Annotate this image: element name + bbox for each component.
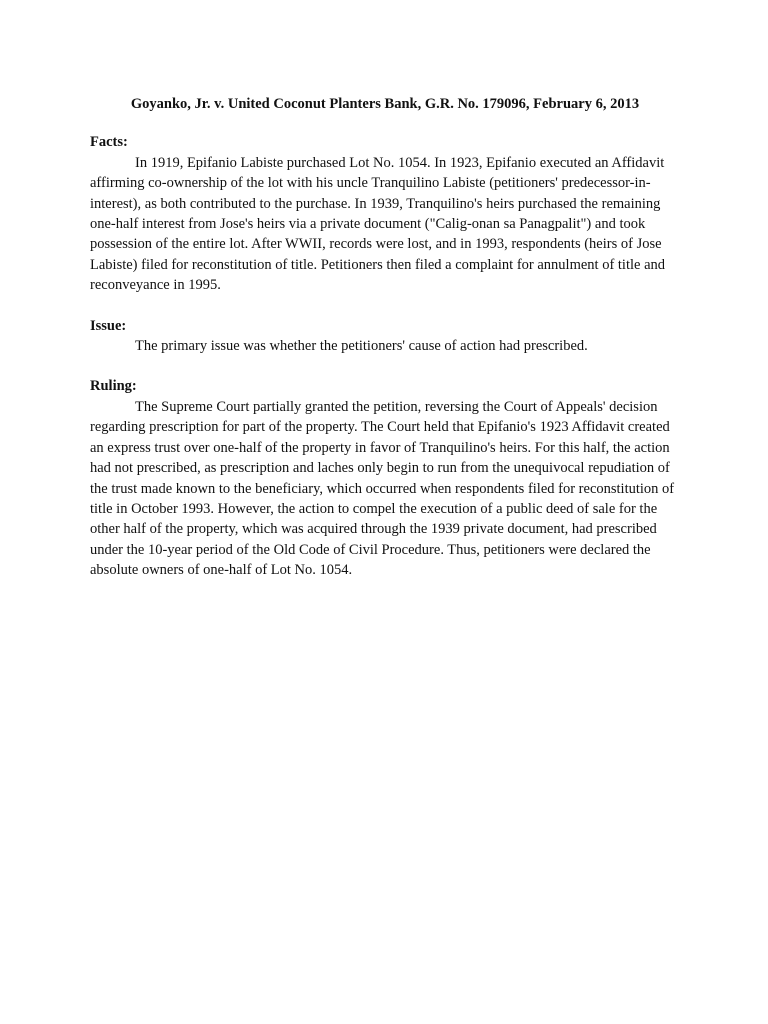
ruling-section	[90, 376, 680, 580]
document-title: Goyanko, Jr. v. United Coconut Planters Bank, G.R. No. 179096, February 6, 2013	[130, 96, 640, 112]
issue-paragraph: The primary issue was whether the petitioners' cause of action had prescribed.	[135, 338, 588, 355]
facts-section	[90, 132, 680, 295]
facts-paragraph: In 1919, Epifanio Labiste purchased Lot No. 1054. In 1923, Epifanio executed an Affidavit affirming co-ownership of the lot with his uncle Tranquilino Labiste (petitioners' predecessor-in-interest), as both contributed to the purchase. In 1939, Tranquilino's heirs purchased the remaining one-half interest from Jose's heirs via a private document ("Calig-onan sa Panagpalit") and took possession of the entire lot. After WWII, records were lost, and in 1993, respondents (heirs of Jose Labiste) filed for reconstitution of title. Petitioners then filed a complaint for annulment of title and reconveyance in 1995.	[90, 154, 666, 294]
ruling-heading: Ruling:	[90, 378, 137, 395]
ruling-paragraph: The Supreme Court partially granted the petition, reversing the Court of Appeals' decision regarding prescription for part of the property. The Court held that Epifanio's 1923 Affidavit created an express trust over one-half of the property in favor of Tranquilino's heirs. For this half, the action had not prescribed, as prescription and laches only begin to run from the unequivocal repudiation of the trust made known to the beneficiary, which occurred when respondents filed for reconstitution of title in October 1993. However, the action to compel the execution of a public deed of sale for the other half of the property, which was acquired through the 1939 private document, had prescribed under the 10-year period of the Old Code of Civil Procedure. Thus, petitioners were declared the absolute owners of one-half of Lot No. 1054.	[90, 398, 675, 579]
issue-section	[90, 316, 680, 357]
issue-heading: Issue:	[90, 317, 127, 334]
document-page	[90, 94, 680, 601]
facts-heading: Facts:	[90, 134, 128, 151]
